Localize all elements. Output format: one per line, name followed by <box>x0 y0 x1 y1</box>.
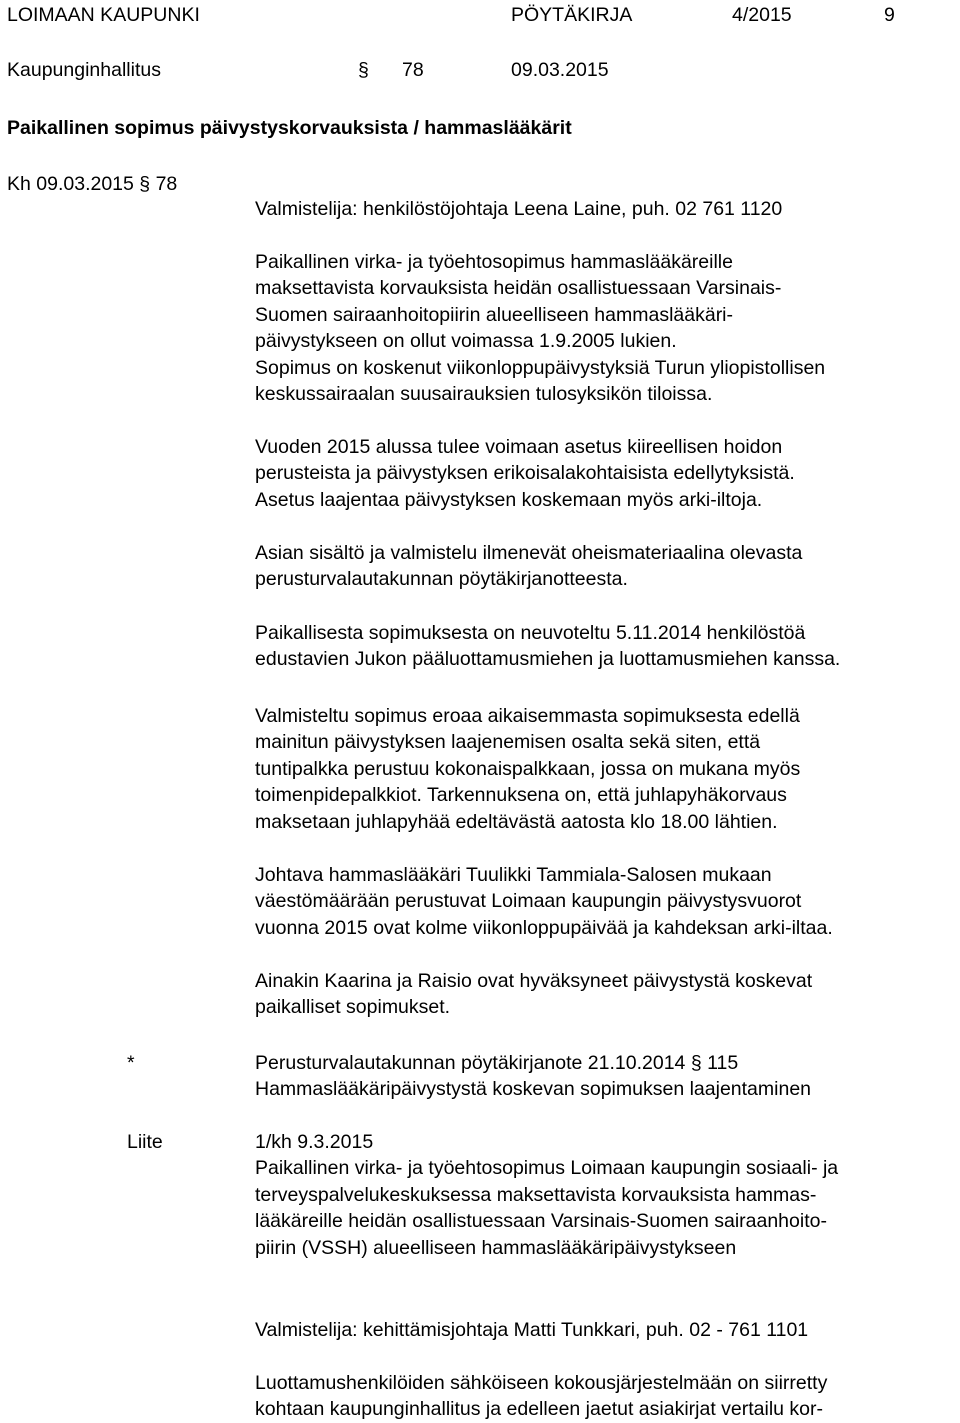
text-line: Sopimus on koskenut viikonloppupäivystyksiä Turun yliopistollisen <box>255 356 826 379</box>
text-line: Paikallisesta sopimuksesta on neuvoteltu 5.11.2014 henkilöstöä <box>255 622 806 644</box>
header-section: 78 <box>402 59 424 81</box>
text-line: lääkäreille heidän osallistuessaan Varsinais-Suomen sairaanhoito- <box>255 1210 827 1233</box>
header-page-number: 9 <box>884 4 895 26</box>
header-doc-type: PÖYTÄKIRJA <box>511 4 633 26</box>
text-line: Paikallinen virka- ja työehtosopimus Loimaan kaupungin sosiaali- ja <box>255 1157 839 1180</box>
text-line: Luottamushenkilöiden sähköiseen kokousjärjestelmään on siirretty <box>255 1372 828 1394</box>
paragraph-6 <box>255 862 955 941</box>
closing-paragraph <box>255 1370 955 1423</box>
text-line: maksetaan juhlapyhää edeltävästä aatosta klo 18.00 lähtien. <box>255 810 778 833</box>
attachment-label: Liite <box>127 1131 163 1153</box>
text-line: Paikallinen virka- ja työehtosopimus hammaslääkäreille <box>255 251 733 273</box>
reference-note-section: 115 <box>707 1052 739 1074</box>
section-symbol: § <box>690 1052 702 1074</box>
text-line: Hammaslääkäripäivystystä koskevan sopimuksen laajentaminen <box>255 1078 812 1101</box>
text-line: mainitun päivystyksen laajenemisen osalta sekä siten, että <box>255 731 761 754</box>
text-line: Valmisteltu sopimus eroaa aikaisemmasta sopimuksesta edellä <box>255 705 800 727</box>
text-line: päivystykseen on ollut voimassa 1.9.2005 lukien. <box>255 330 677 353</box>
text-line: Asian sisältö ja valmistelu ilmenevät oheismateriaalina olevasta <box>255 542 803 564</box>
text-line: perusturvalautakunnan pöytäkirjanotteesta. <box>255 568 628 591</box>
text-line: piirin (VSSH) alueelliseen hammaslääkäripäivystykseen <box>255 1236 737 1259</box>
header-doc-number: 4/2015 <box>732 4 792 26</box>
text-line: terveyspalvelukeskuksessa maksettavista korvauksista hammas- <box>255 1183 817 1206</box>
reference-section: 78 <box>155 173 178 195</box>
text-line: Asetus laajentaa päivystyksen koskemaan myös arki-iltoja. <box>255 488 763 511</box>
text-line: maksettavista korvauksista heidän osallistuessaan Varsinais- <box>255 277 782 300</box>
text-line: väestömäärään perustuvat Loimaan kaupungin päivystysvuorot <box>255 890 802 913</box>
paragraph-4 <box>255 620 955 673</box>
text-line: Ainakin Kaarina ja Raisio ovat hyväksyneet päivystystä koskevat <box>255 970 813 992</box>
text-line <box>255 1050 955 1076</box>
text-line: Vuoden 2015 alussa tulee voimaan asetus kiireellisen hoidon <box>255 436 783 458</box>
section-symbol: § <box>358 59 369 81</box>
document-title: Paikallinen sopimus päivystyskorvauksista / hammaslääkärit <box>7 117 572 139</box>
paragraph-2 <box>255 434 955 513</box>
second-preparer-line: Valmistelija: kehittämisjohtaja Matti Tunkkari, puh. 02 - 761 1101 <box>255 1319 809 1341</box>
text-line: kohtaan kaupunginhallitus ja edelleen jaetut asiakirjat vertailu kor- <box>255 1398 824 1421</box>
reference <box>7 171 177 197</box>
header-org: LOIMAAN KAUPUNKI <box>7 4 200 26</box>
reference-note-text: Perusturvalautakunnan pöytäkirjanote 21.10.2014 <box>255 1052 686 1074</box>
section-symbol: § <box>139 173 151 195</box>
reference-text: Kh 09.03.2015 <box>7 173 134 195</box>
text-line: vuonna 2015 ovat kolme viikonloppupäivää ja kahdeksan arki-iltaa. <box>255 916 833 939</box>
text-line: keskussairaalan suusairauksien tulosyksikön tiloissa. <box>255 383 713 406</box>
paragraph-1 <box>255 249 955 407</box>
text-line: Johtava hammaslääkäri Tuulikki Tammiala-Salosen mukaan <box>255 864 772 886</box>
reference-note <box>255 1050 955 1103</box>
text-line: perusteista ja päivystyksen erikoisalakohtaisista edellytyksistä. <box>255 462 795 485</box>
text-line: paikalliset sopimukset. <box>255 996 451 1019</box>
text-line: Suomen sairaanhoitopiirin alueelliseen hammaslääkäri- <box>255 303 734 326</box>
text-line: edustavien Jukon pääluottamusmiehen ja luottamusmiehen kanssa. <box>255 648 841 671</box>
preparer-line: Valmistelija: henkilöstöjohtaja Leena Laine, puh. 02 761 1120 <box>255 198 783 220</box>
text-line: toimenpidepalkkiot. Tarkennuksena on, että juhlapyhäkorvaus <box>255 784 787 807</box>
header-date: 09.03.2015 <box>511 59 609 81</box>
reference-note-marker: * <box>127 1052 135 1074</box>
paragraph-7 <box>255 968 955 1021</box>
header-body: Kaupunginhallitus <box>7 59 161 81</box>
paragraph-3 <box>255 540 955 593</box>
attachment-id: 1/kh 9.3.2015 <box>255 1131 374 1153</box>
paragraph-5 <box>255 703 955 835</box>
attachment <box>255 1129 955 1261</box>
text-line: tuntipalkka perustuu kokonaispalkkaan, jossa on mukana myös <box>255 757 801 780</box>
